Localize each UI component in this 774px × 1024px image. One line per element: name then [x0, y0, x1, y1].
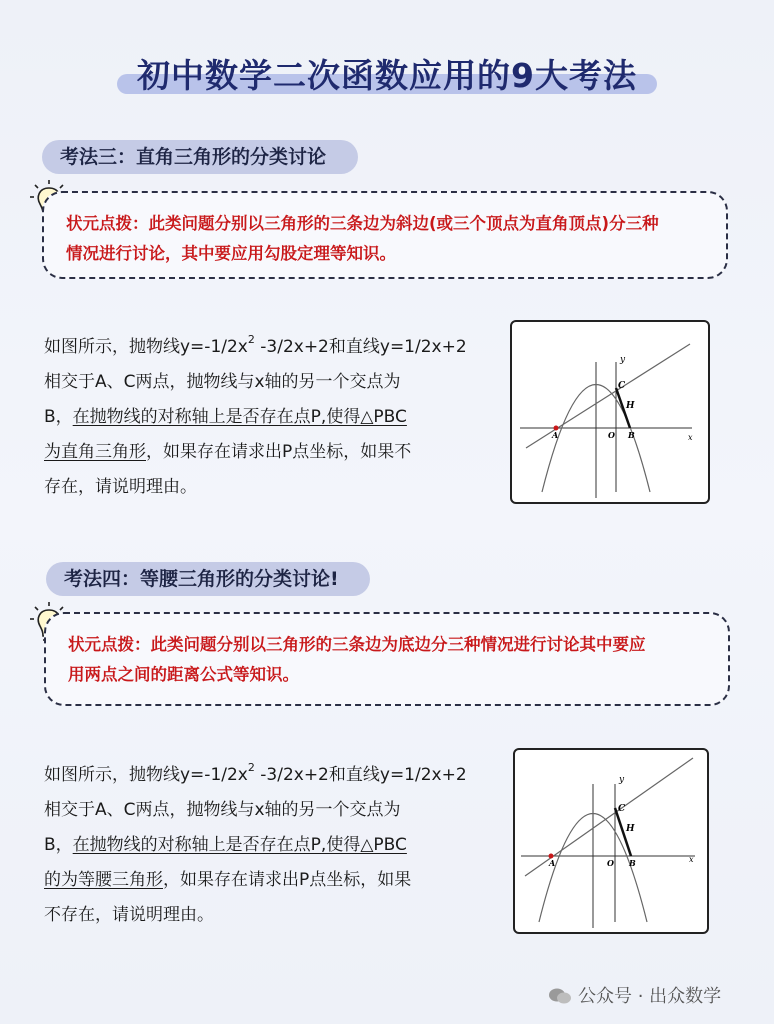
label-c: C — [618, 381, 626, 391]
problem-line: 如图所示，抛物线y=-1/2x — [44, 765, 248, 785]
section-heading-1: 考法三：直角三角形的分类讨论 — [42, 140, 358, 174]
label-a: A — [552, 430, 559, 440]
tip-line: 用两点之间的距离公式等知识。 — [68, 665, 299, 684]
wechat-icon — [548, 987, 572, 1005]
underlined-question: 在抛物线的对称轴上是否存在点P,使得△PBC — [72, 407, 407, 427]
problem-line: -3/2x+2和直线y=1/2x+2 — [254, 337, 467, 357]
watermark — [548, 982, 721, 1008]
watermark-text: 公众号 · 出众数学 — [578, 986, 722, 1007]
label-h: H — [626, 401, 635, 411]
section-heading-2: 考法四：等腰三角形的分类讨论! — [46, 562, 370, 596]
label-o: O — [607, 858, 614, 868]
problem-line: 如图所示，抛物线y=-1/2x — [44, 337, 248, 357]
label-b: B — [628, 430, 635, 440]
problem-line: ，如果存在请求出P点坐标，如果不 — [146, 442, 412, 462]
problem-line: 不存在，请说明理由。 — [44, 905, 214, 925]
label-y: y — [620, 355, 626, 365]
page-title: 初中数学二次函数应用的9大考法 — [137, 56, 637, 95]
parabola-figure-2 — [513, 748, 709, 934]
tip-line: 情况进行讨论，其中要应用勾股定理等知识。 — [66, 244, 396, 263]
exponent: 2 — [247, 333, 255, 346]
exponent: 2 — [247, 761, 255, 774]
problem-line: 相交于A、C两点，抛物线与x轴的另一个交点为 — [44, 800, 401, 820]
graph — [512, 322, 710, 504]
problem-line: 存在，请说明理由。 — [44, 477, 197, 497]
label-b: B — [629, 858, 636, 868]
label-a: A — [549, 858, 556, 868]
tip-box-1 — [42, 191, 728, 279]
underlined-question: 为直角三角形 — [44, 442, 146, 462]
problem-line: B， — [44, 835, 73, 855]
label-o: O — [608, 430, 615, 440]
label-x: x — [689, 855, 694, 864]
problem-text-2 — [44, 750, 494, 933]
tip-line: 状元点拨：此类问题分别以三角形的三条边为底边分三种情况进行讨论其中要应 — [68, 635, 646, 654]
title-block — [117, 50, 657, 102]
problem-text-1 — [44, 322, 494, 505]
underlined-question: 在抛物线的对称轴上是否存在点P,使得△PBC — [72, 835, 407, 855]
parabola-figure-1 — [510, 320, 710, 504]
graph — [515, 750, 709, 934]
problem-line: 相交于A、C两点，抛物线与x轴的另一个交点为 — [44, 372, 401, 392]
tip-box-2 — [44, 612, 730, 706]
problem-line: -3/2x+2和直线y=1/2x+2 — [254, 765, 467, 785]
tip-line: 状元点拨：此类问题分别以三角形的三条边为斜边(或三个顶点为直角顶点)分三种 — [66, 214, 659, 233]
label-c: C — [618, 804, 626, 814]
underlined-question: 的为等腰三角形 — [44, 870, 163, 890]
label-x: x — [688, 433, 693, 442]
label-h: H — [626, 824, 635, 834]
label-y: y — [619, 775, 625, 785]
problem-line: ，如果存在请求出P点坐标，如果 — [163, 870, 412, 890]
problem-line: B， — [44, 407, 73, 427]
